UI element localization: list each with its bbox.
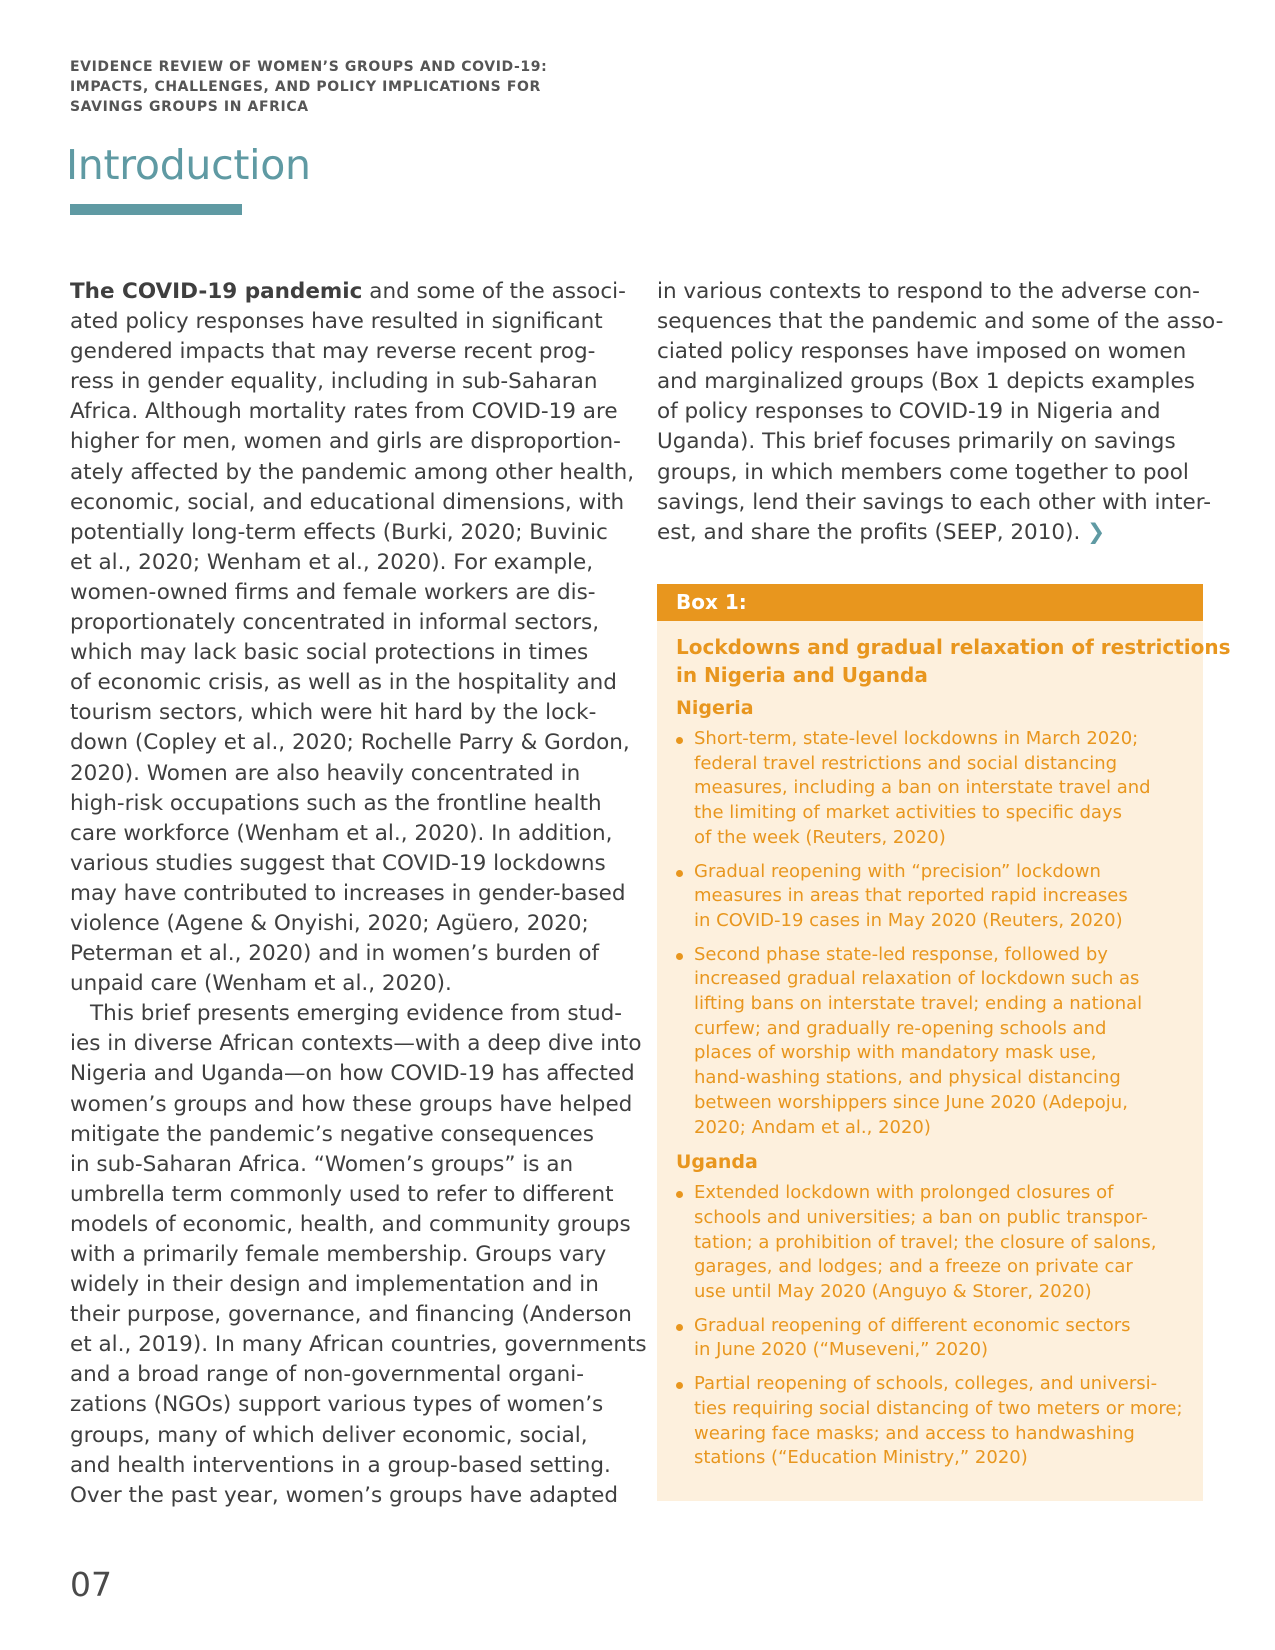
text-line-content: 2020). Women are also heavily concentrated in	[70, 760, 581, 786]
text-line	[657, 367, 1212, 397]
bullet-text-line: wearing face masks; and access to handwashing	[694, 1422, 1135, 1444]
text-line	[70, 488, 625, 518]
text-line-content: Africa. Although mortality rates from COVID-19 are	[70, 399, 618, 425]
text-line: with a primarily female membership. Groups vary	[70, 1242, 607, 1267]
text-line	[70, 698, 625, 728]
text-line-content: various studies suggest that COVID-19 lockdowns	[70, 850, 606, 876]
bullet-text-line: between worshippers since June 2020 (Adepoju,	[694, 1091, 1128, 1113]
text-line	[657, 277, 1212, 307]
text-line	[70, 397, 625, 427]
text-line: This brief presents emerging evidence from stud-	[90, 1001, 623, 1027]
bullet-text-line: Partial reopening of schools, colleges, and universi-	[694, 1373, 1158, 1395]
text-line-content: et al., 2020; Wenham et al., 2020). For example,	[70, 549, 594, 575]
text-line-content: Peterman et al., 2020) and in women’s burden of	[70, 941, 600, 967]
text-line-content: ated policy responses have resulted in significant	[70, 309, 603, 335]
bullet-text-line: garages, and lodges; and a freeze on private car	[694, 1256, 1133, 1278]
text-line-content: ately affected by the pandemic among other health,	[70, 459, 635, 485]
bullet-text-line: in June 2020 (“Museveni,” 2020)	[694, 1339, 989, 1361]
bullet-text-line: schools and universities; a ban on public transpor-	[694, 1206, 1148, 1228]
bullet-text-line: 2020; Andam et al., 2020)	[694, 1116, 931, 1138]
text-line: Over the past year, women’s groups have adapted	[70, 1482, 619, 1508]
text-line-content: sequences that the pandemic and some of the asso-	[657, 309, 1224, 335]
text-line: umbrella term commonly used to refer to different	[70, 1181, 614, 1207]
page-number: 07	[70, 1565, 112, 1604]
bullet-text-line: increased gradual relaxation of lockdown such as	[694, 968, 1140, 990]
text-line: mitigate the pandemic’s negative consequences	[70, 1121, 594, 1147]
bullet-text-line: Gradual reopening of different economic sectors	[694, 1314, 1131, 1336]
box-title	[676, 633, 1231, 689]
text-line: Nigeria and Uganda—on how COVID-19 has affected	[70, 1061, 635, 1087]
bullet-text-line: places of worship with mandatory mask use,	[694, 1042, 1097, 1064]
text-line	[70, 849, 625, 879]
nigeria-bullet-item	[676, 727, 1184, 851]
bullet-text-line: Short-term, state-level lockdowns in March 2020;	[694, 728, 1139, 749]
text-line	[70, 427, 625, 457]
text-line: and health interventions in a group-based setting.	[70, 1452, 611, 1478]
text-line: models of economic, health, and community groups	[70, 1211, 631, 1237]
text-line	[70, 969, 625, 999]
bullet-text-line: lifting bans on interstate travel; ending a national	[694, 993, 1143, 1015]
text-line: and a broad range of non-governmental organi-	[70, 1362, 585, 1388]
text-line	[70, 668, 625, 698]
box-1-sidebar	[657, 584, 1231, 1501]
left-text-column	[70, 277, 647, 1511]
bullet-text-line: Extended lockdown with prolonged closures of	[694, 1182, 1114, 1204]
text-line-content: ress in gender equality, including in sub-Saharan	[70, 369, 598, 395]
title-underline-rule	[70, 204, 242, 215]
text-line-content: high-risk occupations such as the frontline health	[70, 790, 602, 816]
continue-arrow-icon: ❯	[1087, 519, 1106, 545]
text-line-content: savings, lend their savings to each other with inter-	[657, 489, 1211, 515]
text-line-content: groups, in which members come together to pool	[657, 459, 1189, 485]
text-line-content: economic, social, and educational dimensions, with	[70, 489, 625, 515]
nigeria-bullet-item	[676, 860, 1184, 934]
text-line-content: gendered impacts that may reverse recent prog-	[70, 339, 596, 365]
text-line: widely in their design and implementation and in	[70, 1272, 599, 1298]
text-line-content: proportionately concentrated in informal sectors,	[70, 610, 600, 636]
text-line	[70, 337, 625, 367]
uganda-bullet-item	[676, 1314, 1184, 1363]
text-line-content: in various contexts to respond to the adverse con-	[657, 279, 1200, 304]
running-header-line-2: IMPACTS, CHALLENGES, AND POLICY IMPLICATIONS FOR	[70, 79, 541, 95]
text-line-content: potentially long-term effects (Burki, 2020; Buvinic	[70, 519, 608, 545]
uganda-bullet-item	[676, 1372, 1184, 1471]
text-line-content: and marginalized groups (Box 1 depicts examples	[657, 369, 1195, 395]
uganda-bullet-item	[676, 1181, 1184, 1305]
nigeria-bullet-list	[676, 727, 1184, 1140]
text-line-content: unpaid care (Wenham et al., 2020).	[70, 971, 452, 997]
text-line	[657, 427, 1212, 457]
text-line	[70, 367, 625, 397]
bullet-text-line: hand-washing stations, and physical distancing	[694, 1067, 1121, 1089]
text-line-content: higher for men, women and girls are disproportion-	[70, 429, 621, 455]
bullet-text-line: ties requiring social distancing of two meters or more;	[694, 1397, 1183, 1419]
text-line-content: of policy responses to COVID-19 in Nigeria and	[657, 399, 1161, 425]
text-line	[70, 789, 625, 819]
text-line	[70, 819, 625, 849]
text-line	[70, 548, 625, 578]
box-label: Box 1:	[657, 584, 1203, 621]
text-line	[70, 307, 625, 337]
text-line	[70, 909, 625, 939]
bullet-text-line: curfew; and gradually re-opening schools and	[694, 1017, 1107, 1039]
bullet-text-line: the limiting of market activities to specific days	[694, 802, 1122, 824]
text-line	[657, 307, 1224, 337]
bullet-text-line: of the week (Reuters, 2020)	[694, 826, 946, 848]
text-line	[657, 458, 1212, 488]
bullet-text-line: stations (“Education Ministry,” 2020)	[694, 1447, 1028, 1469]
text-line-content: Uganda). This brief focuses primarily on savings	[657, 429, 1176, 455]
text-line	[657, 337, 1212, 367]
text-line-content: which may lack basic social protections in times	[70, 640, 589, 666]
text-line: their purpose, governance, and financing (Anderson	[70, 1302, 632, 1328]
text-line-content: of economic crisis, as well as in the hospitality and	[70, 670, 617, 696]
text-line: groups, many of which deliver economic, social,	[70, 1422, 588, 1448]
text-line	[657, 518, 1212, 548]
text-line	[70, 638, 625, 668]
text-line	[70, 728, 630, 758]
text-line	[70, 277, 625, 307]
bullet-text-line: measures, including a ban on interstate travel and	[694, 777, 1151, 799]
box-title-line: Lockdowns and gradual relaxation of restrictions	[676, 635, 1231, 659]
text-line	[70, 879, 625, 909]
text-line	[70, 518, 625, 548]
nigeria-heading: Nigeria	[676, 697, 754, 719]
bullet-text-line: Gradual reopening with “precision” lockdown	[694, 860, 1101, 882]
text-line-content: down (Copley et al., 2020; Rochelle Parry & Gordon,	[70, 730, 630, 756]
text-line-content: tourism sectors, which were hit hard by the lock-	[70, 700, 597, 726]
bullet-text-line: use until May 2020 (Anguyo & Storer, 2020)	[694, 1281, 1092, 1303]
bullet-text-line: in COVID-19 cases in May 2020 (Reuters, 2020)	[694, 909, 1123, 931]
text-line: in sub-Saharan Africa. “Women’s groups” is an	[70, 1151, 574, 1177]
text-line	[70, 458, 635, 488]
text-line	[70, 759, 625, 789]
bullet-text-line: Second phase state-led response, followed by	[694, 943, 1108, 965]
section-title: Introduction	[66, 141, 311, 189]
running-header	[70, 57, 547, 117]
text-line	[657, 488, 1212, 518]
lead-in-bold: The COVID-19 pandemic	[70, 279, 363, 304]
running-header-line-1: EVIDENCE REVIEW OF WOMEN’S GROUPS AND COVID-19:	[70, 59, 548, 75]
uganda-bullet-list	[676, 1181, 1184, 1471]
box-content	[657, 621, 1231, 1471]
intro-paragraph-1	[70, 277, 635, 999]
intro-paragraph-continued	[657, 277, 1224, 548]
text-line-content: ciated policy responses have imposed on women	[657, 339, 1187, 365]
text-line-content: women-owned firms and female workers are dis-	[70, 579, 596, 605]
right-text-column	[657, 277, 1224, 548]
running-header-line-3: SAVINGS GROUPS IN AFRICA	[70, 99, 309, 115]
bullet-text-line: tation; a prohibition of travel; the closure of salons,	[694, 1231, 1157, 1253]
text-line	[657, 397, 1212, 427]
nigeria-bullet-item	[676, 943, 1184, 1141]
text-line-content: est, and share the profits (SEEP, 2010).	[657, 519, 1088, 545]
text-line-content: may have contributed to increases in gender-based	[70, 880, 626, 906]
text-line	[70, 939, 625, 969]
bullet-text-line: measures in areas that reported rapid increases	[694, 885, 1128, 907]
text-line: zations (NGOs) support various types of women’s	[70, 1392, 604, 1418]
text-line: et al., 2019). In many African countries, governments	[70, 1332, 647, 1358]
uganda-heading: Uganda	[676, 1151, 758, 1174]
text-line-content: care workforce (Wenham et al., 2020). In addition,	[70, 820, 613, 846]
text-line: women’s groups and how these groups have helped	[70, 1091, 633, 1117]
intro-paragraph-2	[70, 999, 647, 1511]
text-line-content: and some of the associ-	[362, 279, 626, 304]
bullet-text-line: federal travel restrictions and social distancing	[694, 752, 1118, 774]
text-line	[70, 608, 625, 638]
text-line-content: violence (Agene & Onyishi, 2020; Agüero, 2020;	[70, 910, 589, 936]
text-line: ies in diverse African contexts—with a deep dive into	[70, 1031, 642, 1057]
box-title-line: in Nigeria and Uganda	[676, 663, 928, 687]
text-line	[70, 578, 625, 608]
